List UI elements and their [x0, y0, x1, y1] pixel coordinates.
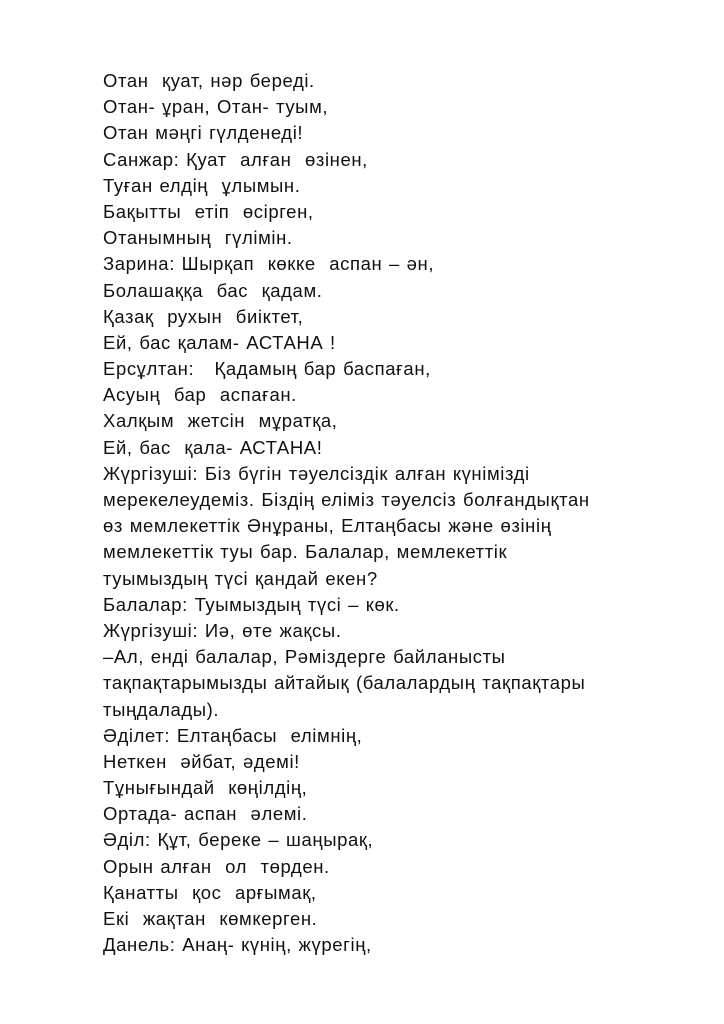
text-line: тыңдалады).	[103, 698, 220, 720]
text-line: өз мемлекеттік Әнұраны, Елтаңбасы және өзінің	[103, 515, 552, 537]
text-line: Ерсұлтан: Қадамың бар баспаған,	[103, 358, 431, 380]
document-text	[103, 68, 703, 958]
text-line: Тұнығындай көңілдің,	[103, 777, 308, 799]
text-line: Отан қуат, нәр береді.	[103, 70, 315, 91]
text-line: Туған елдің ұлымын.	[103, 174, 301, 196]
text-line: Жүргізуші: Иә, өте жақсы.	[103, 619, 342, 641]
text-line: Ортада- аспан әлемі.	[103, 803, 308, 825]
text-line: Отан- ұран, Отан- туым,	[103, 96, 329, 118]
text-line: туымыздың түсі қандай екен?	[103, 567, 378, 589]
text-line: Болашаққа бас қадам.	[103, 279, 323, 301]
text-line: Асуың бар аспаған.	[103, 384, 297, 406]
text-line: Қазақ рухын биіктет,	[103, 305, 304, 327]
text-line: Неткен әйбат, әдемі!	[103, 750, 300, 772]
text-line: Зарина: Шырқап көкке аспан – ән,	[103, 253, 435, 275]
text-line: мерекелеудеміз. Біздің еліміз тәуелсіз болғандықтан	[103, 489, 590, 510]
text-line: Бақытты етіп өсірген,	[103, 200, 314, 222]
text-line: Ей, бас қалам- АСТАНА !	[103, 331, 336, 353]
text-line: Санжар: Қуат алған өзінен,	[103, 148, 368, 170]
text-line: Екі жақтан көмкерген.	[103, 908, 318, 929]
text-line: Отанымның гүлімін.	[103, 227, 293, 249]
text-line: Әділ: Құт, береке – шаңырақ,	[103, 829, 374, 851]
text-line: Әділет: Елтаңбасы елімнің,	[103, 724, 363, 746]
text-line: Жүргізуші: Біз бүгін тәуелсіздік алған күнімізді	[103, 462, 530, 484]
text-line: Отан мәңгі гүлденеді!	[103, 122, 304, 144]
text-line: Орын алған ол төрден.	[103, 855, 330, 877]
text-line: –Ал, енді балалар, Рәміздерге байланысты	[103, 646, 506, 668]
text-line: Ей, бас қала- АСТАНА!	[103, 436, 323, 458]
text-line: Данель: Анаң- күнің, жүрегің,	[103, 934, 372, 956]
text-line: Қанатты қос арғымақ,	[103, 881, 317, 903]
text-line: Халқым жетсін мұратқа,	[103, 410, 338, 432]
text-line: Балалар: Туымыздың түсі – көк.	[103, 593, 400, 615]
text-line: тақпақтарымызды айтайық (балалардың тақпақтары	[103, 672, 586, 694]
text-line: мемлекеттік туы бар. Балалар, мемлекеттік	[103, 541, 508, 563]
